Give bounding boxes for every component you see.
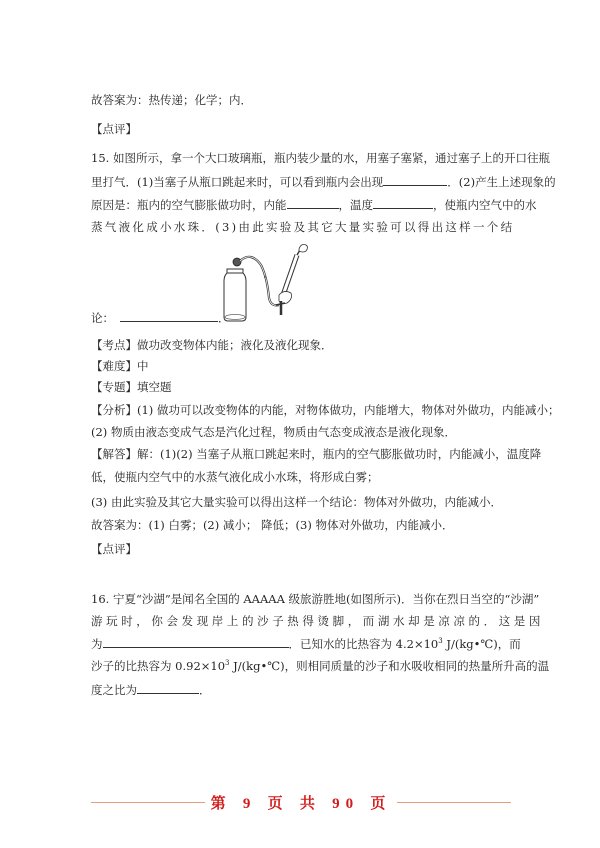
q15-line-2 bbox=[91, 174, 556, 189]
q16-line-2: 游玩时，你会发现岸上的沙子热得烫脚，而湖水却是凉凉的．这是因 bbox=[91, 614, 544, 628]
q15-blank-2 bbox=[287, 197, 339, 209]
prev-answer-line: 故答案为：热传递；化学；内． bbox=[91, 93, 252, 107]
jieda-tag: 【解答】 bbox=[91, 447, 137, 461]
footer-suffix: 页 bbox=[370, 793, 392, 812]
zhuanti-tag: 【专题】 bbox=[91, 380, 137, 394]
q16-line-4-a: 沙子的比热容为 0.92×10 bbox=[91, 659, 226, 673]
footer-rule-right bbox=[397, 802, 511, 803]
q15-answer: 故答案为：(1) 白雾；(2) 减小； 降低；(3) 物体对外做功，内能减小． bbox=[91, 518, 454, 532]
total-pages-number: 90 bbox=[332, 795, 360, 812]
q15-jieda-2: 低，使瓶内空气中的水蒸气液化成小水珠，将形成白雾； bbox=[91, 470, 379, 484]
q15-fenxi bbox=[91, 403, 560, 417]
page-number-label bbox=[205, 792, 398, 813]
q16-blank-2 bbox=[137, 682, 199, 694]
footer-prefix: 第 bbox=[210, 793, 232, 812]
jieda-text-1: 解：(1)(2) 当塞子从瓶口跳起来时，瓶内的空气膨胀做功时，内能减小，温度降 bbox=[137, 447, 542, 461]
q15-fenxi-2: (2) 物质由液态变成气态是汽化过程，物质由气态变成液态是液化现象． bbox=[91, 425, 456, 439]
footer-middle: 页 共 bbox=[267, 793, 321, 812]
q15-nandu bbox=[91, 359, 511, 373]
q15-line-4: 蒸气液化成小水珠．(3)由此实验及其它大量实验可以得出这样一个结 bbox=[91, 220, 515, 234]
q16-line-5-b: ． bbox=[199, 683, 211, 697]
q15-line-3-c: ，使瓶内空气中的水 bbox=[433, 198, 537, 212]
q15-line-2-a: 里打气．(1)当塞子从瓶口跳起来时，可以看到瓶内会出现 bbox=[91, 175, 384, 189]
q15-jieda-3: (3) 由此实验及其它大量实验可以得出这样一个结论：物体对外做功，内能减小． bbox=[91, 495, 502, 509]
fenxi-tag: 【分析】 bbox=[91, 403, 137, 417]
q16-line-3-b: ．已知水的比热容为 4.2×10 bbox=[288, 637, 439, 651]
nandu-tag: 【难度】 bbox=[91, 359, 137, 373]
q15-zhuanti bbox=[91, 380, 511, 394]
q16-line-3-sup: 3 bbox=[438, 637, 443, 645]
q16-line-1: 16. 宁夏“沙湖”是闻名全国的 AAAAA 级旅游胜地(如图所示)．当你在烈日当空的“沙湖” bbox=[91, 592, 540, 606]
kaodian-tag: 【考点】 bbox=[91, 338, 137, 352]
q15-blank-4 bbox=[120, 310, 218, 322]
q15-line-3 bbox=[91, 197, 537, 212]
q16-line-5-a: 度之比为 bbox=[91, 683, 137, 697]
q16-line-3 bbox=[91, 636, 521, 651]
q15-line-3-a: 原因是：瓶内的空气膨胀做功时，内能 bbox=[91, 198, 287, 212]
page-footer bbox=[91, 790, 511, 814]
current-page-number: 9 bbox=[242, 795, 257, 812]
q15-line-5-b: ． bbox=[218, 311, 230, 325]
q15-kaodian bbox=[91, 338, 511, 352]
q16-blank-1 bbox=[103, 636, 289, 648]
zhuanti-text: 填空题 bbox=[137, 380, 172, 394]
fenxi-text-1: (1) 做功可以改变物体的内能，对物体做功，内能增大，物体对外做功，内能减小； bbox=[137, 403, 560, 417]
q15-blank-1 bbox=[383, 174, 447, 186]
q15-line-2-b: ．(2)产生上述现象的 bbox=[447, 175, 556, 189]
q16-line-3-c: J/(kg•℃)，而 bbox=[442, 637, 521, 651]
q16-line-4-b: J/(kg•℃)，则相同质量的沙子和水吸收相同的热量所升高的温 bbox=[229, 659, 550, 673]
q15-line-5-a: 论： bbox=[91, 311, 114, 325]
q15-comment-tag: 【点评】 bbox=[91, 542, 137, 556]
nandu-text: 中 bbox=[137, 359, 149, 373]
q15-line-5 bbox=[91, 310, 511, 325]
kaodian-text: 做功改变物体内能；液化及液化现象． bbox=[137, 338, 333, 352]
footer-rule-left bbox=[91, 802, 205, 803]
q16-line-5 bbox=[91, 682, 511, 697]
q15-blank-3 bbox=[373, 197, 433, 209]
q16-line-3-a: 为 bbox=[91, 637, 103, 651]
q16-line-4-sup: 3 bbox=[225, 659, 230, 667]
q15-line-1: 15. 如图所示，拿一个大口玻璃瓶，瓶内装少量的水，用塞子塞紧，通过塞子上的开口往瓶 bbox=[91, 151, 550, 165]
q16-line-4 bbox=[91, 659, 550, 673]
q15-line-3-b: ，温度 bbox=[338, 198, 373, 212]
q15-jieda bbox=[91, 447, 542, 461]
prev-comment-tag: 【点评】 bbox=[91, 122, 137, 136]
